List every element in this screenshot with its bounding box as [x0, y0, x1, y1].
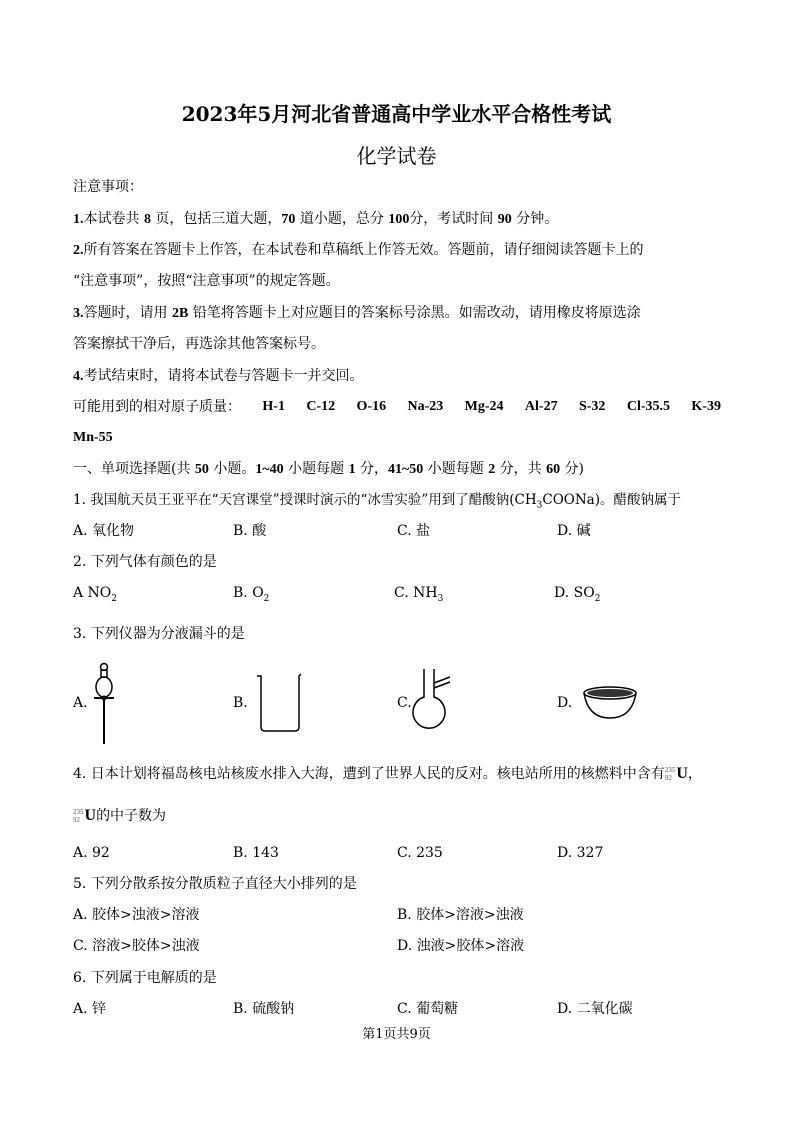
option-a[interactable]: [73, 584, 117, 608]
option-a[interactable]: A. 92: [73, 845, 110, 861]
option-a[interactable]: A. 胶体>浊液>溶液: [73, 907, 200, 923]
atomic-mass: S-32: [578, 399, 606, 414]
note-text: 本试卷共: [83, 211, 144, 227]
option-b[interactable]: [233, 584, 269, 608]
mass-number: 235: [664, 766, 676, 774]
atomic-mass: C-12: [306, 399, 336, 414]
note-text: 分钟。: [511, 211, 559, 227]
beaker-icon: [255, 672, 305, 734]
atomic-masses-label: 可能用到的相对原子质量：: [73, 399, 241, 415]
note-number: 4.: [73, 369, 84, 384]
element-symbol: U: [84, 807, 97, 824]
exam-title: 2023年5月河北省普通高中学业水平合格性考试: [181, 102, 612, 126]
section-text: 分，: [355, 461, 389, 477]
subscript: 2: [111, 593, 118, 604]
option-text: D. SO: [554, 585, 595, 601]
section-value: 1: [348, 462, 356, 477]
option-d[interactable]: D.: [557, 695, 573, 711]
option-b[interactable]: B. 硫酸钠: [233, 1001, 295, 1017]
atomic-number: 92: [73, 816, 80, 824]
option-c[interactable]: C. 盐: [397, 523, 431, 539]
stem-text: COONa)。醋酸钠属于: [542, 492, 681, 508]
option-c[interactable]: C. 235: [397, 845, 443, 861]
atomic-mass: Mg-24: [464, 399, 504, 414]
evaporating-dish-icon: [582, 684, 638, 722]
option-d[interactable]: D. 浊液>胶体>溶液: [397, 938, 525, 954]
section-value: 2: [488, 462, 496, 477]
option-c[interactable]: [394, 584, 443, 608]
note-text: 所有答案在答题卡上作答，在本试卷和草稿纸上作答无效。答题前，请仔细阅读答题卡上的: [83, 242, 644, 258]
uranium-nuclide: [73, 807, 96, 825]
note-2-cont: “注意事项”，按照“注意事项”的规定答题。: [73, 273, 340, 289]
option-b[interactable]: B. 143: [233, 845, 279, 861]
notes-heading: 注意事项：: [73, 179, 143, 195]
section-heading: [73, 460, 584, 479]
option-d[interactable]: [554, 584, 600, 608]
stem-text: 1. 我国航天员王亚平在“天宫课堂”授课时演示的“冰雪实验”用到了醋酸钠(CH: [73, 492, 537, 508]
section-text: 分，共: [495, 461, 547, 477]
note-3: [73, 304, 641, 323]
question-3-stem: 3. 下列仪器为分液漏斗的是: [73, 626, 245, 642]
option-a[interactable]: A.: [73, 695, 88, 711]
note-number: 2.: [73, 243, 84, 258]
note-value: 8: [143, 212, 151, 227]
note-text: 答题时，请用: [83, 305, 172, 321]
note-1: [73, 210, 558, 229]
section-value: 1~40: [255, 462, 284, 477]
option-a[interactable]: A. 氧化物: [73, 523, 135, 539]
distillation-flask-icon: [412, 665, 464, 743]
section-value: 60: [546, 462, 561, 477]
atomic-mass: K-39: [691, 399, 721, 414]
section-text: 分): [560, 461, 585, 477]
note-text: 铅笔将答题卡上对应题目的答案标号涂黑。如需改动，请用橡皮将原选涂: [188, 305, 641, 321]
option-b[interactable]: B. 胶体>溶液>浊液: [397, 907, 524, 923]
note-3-cont: 答案擦拭干净后，再选涂其他答案标号。: [73, 336, 325, 352]
option-d[interactable]: D. 二氧化碳: [557, 1001, 633, 1017]
section-value: 50: [194, 462, 209, 477]
question-2-stem: 2. 下列气体有颜色的是: [73, 554, 217, 570]
option-c[interactable]: C. 溶液>胶体>浊液: [73, 938, 200, 954]
note-4: [73, 367, 364, 386]
note-text: 页，包括三道大题，: [150, 211, 282, 227]
atomic-mass: Cl-35.5: [626, 399, 670, 414]
note-2: [73, 241, 644, 260]
section-text: 小题每题: [283, 461, 349, 477]
element-symbol: U: [676, 765, 688, 782]
option-text: B. O: [233, 585, 264, 601]
section-text: 一、单项选择题(共: [73, 461, 195, 477]
option-d[interactable]: D. 碱: [557, 523, 591, 539]
stem-text: ，: [687, 766, 702, 782]
subscript: 3: [437, 593, 444, 604]
atomic-mass: Na-23: [407, 399, 444, 414]
option-text: C. NH: [394, 585, 438, 601]
note-value: 2B: [171, 306, 189, 321]
section-text: 小题。: [208, 461, 256, 477]
atomic-mass: Al-27: [524, 399, 558, 414]
uranium-nuclide: [665, 765, 688, 783]
option-d[interactable]: D. 327: [557, 845, 604, 861]
option-b[interactable]: B. 酸: [233, 523, 267, 539]
note-number: 3.: [73, 306, 84, 321]
option-b[interactable]: B.: [233, 695, 248, 711]
note-value: 70: [281, 212, 296, 227]
atomic-mass: H-1: [262, 399, 285, 414]
note-value: 90: [497, 212, 512, 227]
note-text: 分，考试时间: [409, 211, 498, 227]
section-text: 小题每题: [423, 461, 489, 477]
section-value: 41~50: [388, 462, 424, 477]
question-5-stem: 5. 下列分散系按分散质粒子直径大小排列的是: [73, 876, 357, 892]
atomic-mass: Mn-55: [73, 430, 113, 445]
atomic-mass: O-16: [356, 399, 387, 414]
question-4-stem-cont: [73, 807, 166, 825]
option-text: A NO: [73, 585, 112, 601]
atomic-masses: [73, 398, 721, 416]
option-c[interactable]: C. 葡萄糖: [397, 1001, 459, 1017]
mass-number: 235: [73, 808, 84, 816]
atomic-number: 92: [664, 774, 672, 782]
question-6-stem: 6. 下列属于电解质的是: [73, 970, 217, 986]
question-1-stem: [73, 491, 681, 515]
note-value: 100: [388, 212, 410, 227]
stem-text: 4. 日本计划将福岛核电站核废水排入大海，遭到了世界人民的反对。核电站所用的核燃料中含有: [73, 766, 665, 782]
exam-subtitle: 化学试卷: [356, 144, 437, 168]
subscript: 3: [536, 500, 543, 511]
separatory-funnel-icon: [88, 658, 122, 748]
subscript: 2: [263, 593, 270, 604]
option-a[interactable]: A. 锌: [73, 1001, 107, 1017]
option-c[interactable]: C.: [397, 695, 412, 711]
question-4-stem: [73, 765, 702, 783]
note-text: 考试结束时，请将本试卷与答题卡一并交回。: [83, 368, 364, 384]
note-text: 道小题，总分: [295, 211, 389, 227]
note-number: 1.: [73, 212, 84, 227]
stem-text: 的中子数为: [96, 808, 167, 824]
subscript: 2: [594, 593, 601, 604]
page-footer: 第1页共9页: [362, 1027, 431, 1042]
